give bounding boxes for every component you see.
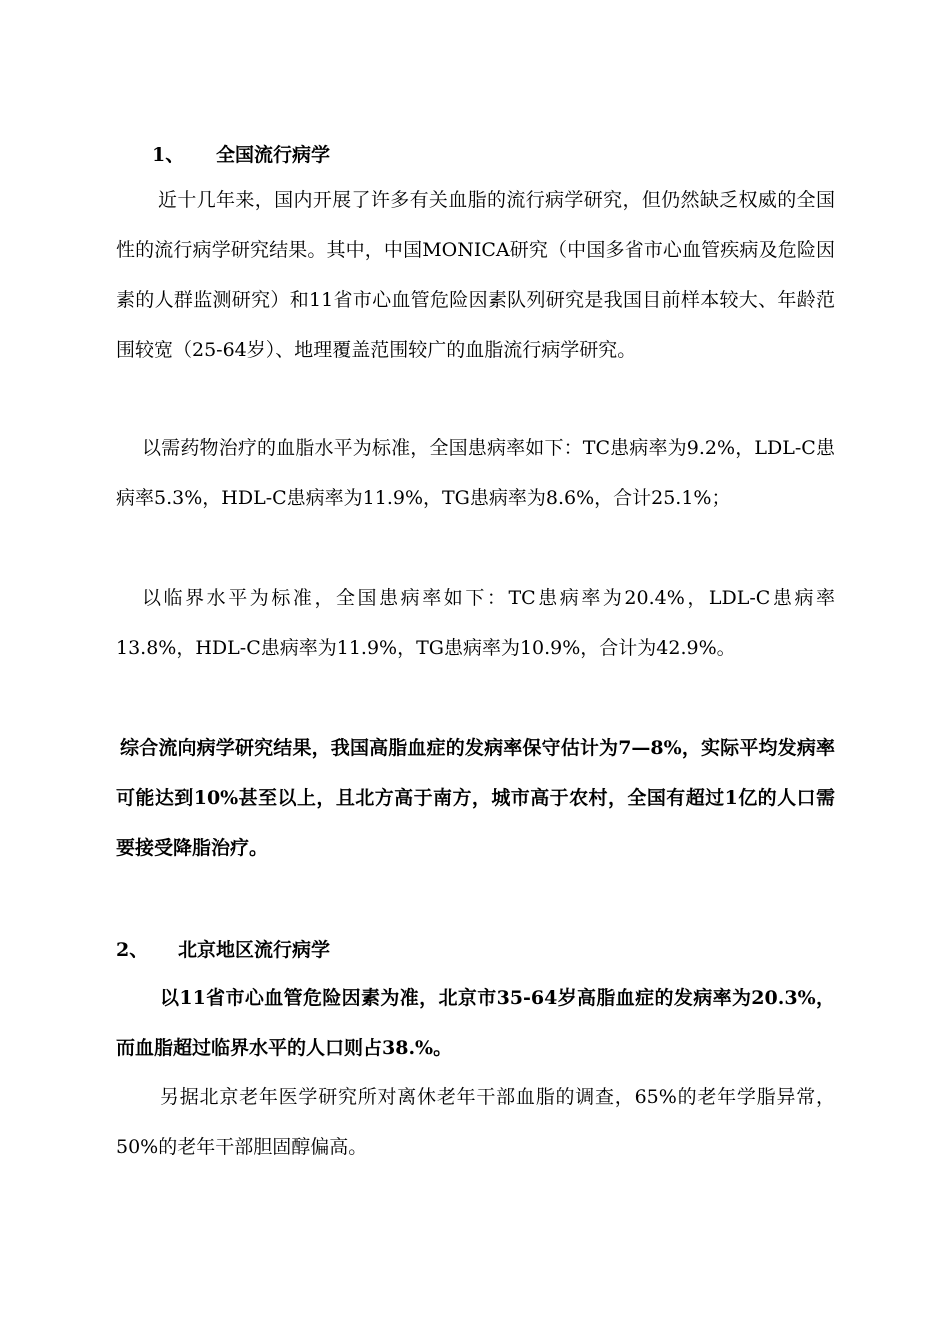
section-1-heading bbox=[152, 140, 330, 167]
section-1-summary: 综合流向病学研究结果，我国高脂血症的发病率保守估计为7—8%，实际平均发病率可能达到10%甚至以上，且北方高于南方，城市高于农村，全国有超过1亿的人口需要接受降脂治疗。 bbox=[116, 737, 835, 859]
section-2-paragraph-1: 以11省市心血管危险因素为准，北京市35-64岁高脂血症的发病率为20.3%，而血脂超过临界水平的人口则占38.%。 bbox=[116, 987, 835, 1059]
section-1-paragraph-1: 近十几年来，国内开展了许多有关血脂的流行病学研究，但仍然缺乏权威的全国性的流行病学研究结果。其中，中国MONICA研究（中国多省市心血管疾病及危险因素的人群监测研究）和11省市心血管危险因素队列研究是我国目前样本较大、年龄范围较宽（25-64岁）、地理覆盖范围较广的血脂流行病学研究。 bbox=[116, 189, 835, 361]
section-1-paragraph-2: 以需药物治疗的血脂水平为标准，全国患病率如下：TC患病率为9.2%，LDL-C患病率5.3%，HDL-C患病率为11.9%，TG患病率为8.6%，合计25.1%； bbox=[116, 437, 835, 509]
section-1-paragraph-3: 以临界水平为标准，全国患病率如下：TC患病率为20.4%，LDL-C患病率13.8%，HDL-C患病率为11.9%，TG患病率为10.9%，合计为42.9%。 bbox=[116, 587, 835, 659]
section-1-title: 全国流行病学 bbox=[216, 144, 331, 166]
section-2-paragraph-2: 另据北京老年医学研究所对离休老年干部血脂的调查，65%的老年学脂异常，50%的老年干部胆固醇偏高。 bbox=[116, 1086, 835, 1158]
section-2-title: 北京地区流行病学 bbox=[178, 939, 331, 961]
section-1-number: 1、 bbox=[152, 144, 185, 166]
section-2-number: 2、 bbox=[116, 939, 149, 961]
section-2-heading bbox=[116, 935, 330, 962]
